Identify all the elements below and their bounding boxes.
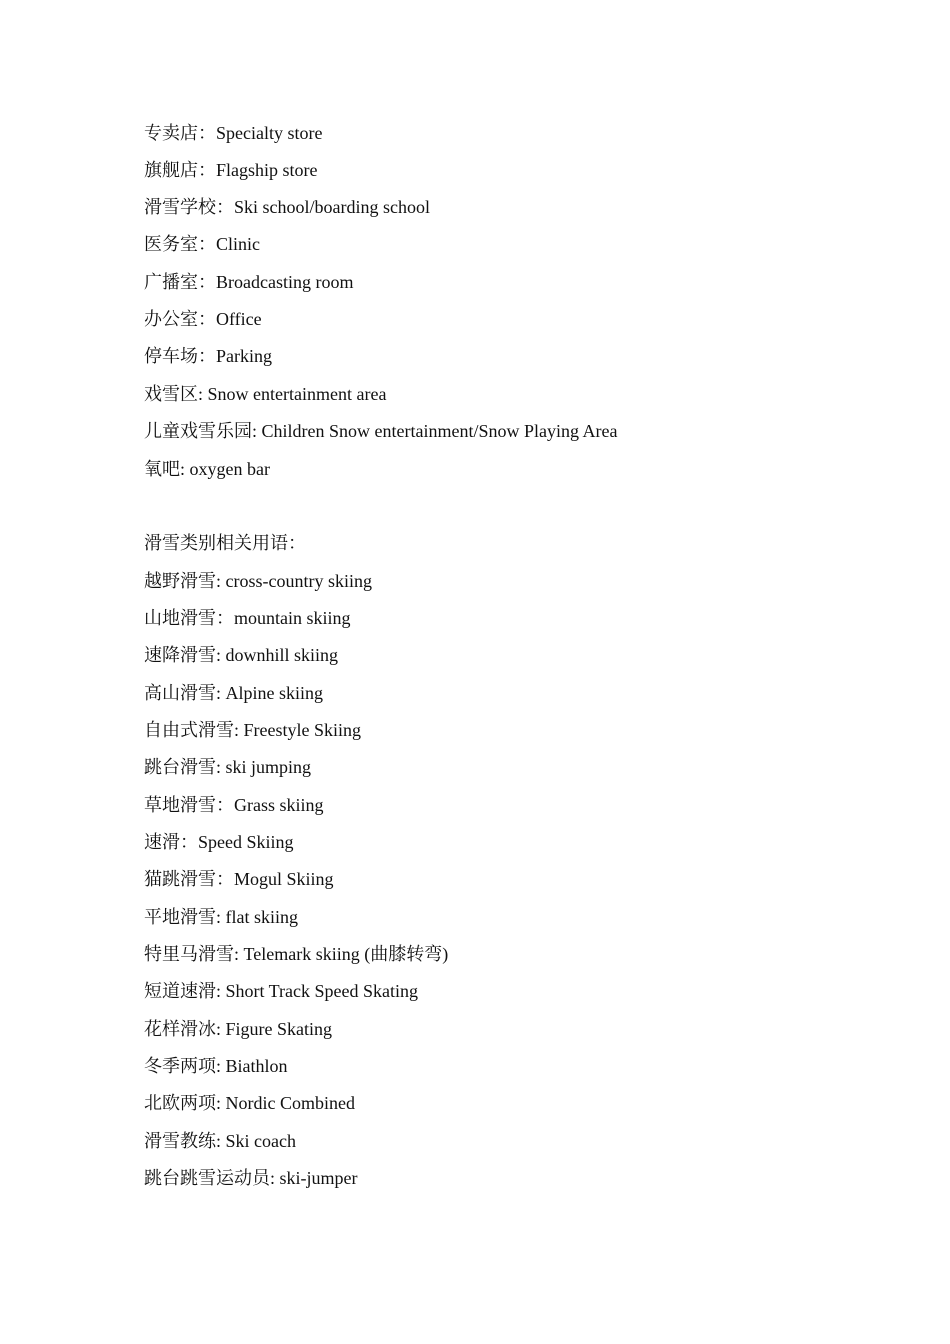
term-line: 猫跳滑雪：Mogul Skiing [144, 869, 334, 889]
term-line: 跳台滑雪: ski jumping [144, 757, 312, 777]
term-line: 高山滑雪: Alpine skiing [144, 683, 323, 703]
term-line: 花样滑冰: Figure Skating [144, 1019, 332, 1039]
term-line: 滑雪学校：Ski school/boarding school [144, 197, 430, 217]
term-line: 北欧两项: Nordic Combined [144, 1093, 355, 1113]
term-line: 越野滑雪: cross-country skiing [144, 571, 372, 591]
term-line: 旗舰店：Flagship store [144, 160, 318, 180]
section-heading: 滑雪类别相关用语： [144, 533, 306, 553]
term-line: 速滑：Speed Skiing [144, 832, 294, 852]
term-line: 特里马滑雪: Telemark skiing (曲膝转弯) [144, 944, 449, 964]
term-line: 草地滑雪：Grass skiing [144, 795, 324, 815]
term-line: 广播室：Broadcasting room [144, 272, 354, 292]
term-line: 跳台跳雪运动员: ski-jumper [144, 1168, 358, 1188]
term-line: 医务室：Clinic [144, 234, 260, 254]
term-line: 专卖店：Specialty store [144, 123, 323, 143]
term-line: 冬季两项: Biathlon [144, 1056, 288, 1076]
term-line: 滑雪教练: Ski coach [144, 1131, 296, 1151]
term-line: 短道速滑: Short Track Speed Skating [144, 981, 419, 1001]
term-line: 平地滑雪: flat skiing [144, 907, 298, 927]
term-line: 戏雪区: Snow entertainment area [144, 384, 387, 404]
term-line: 办公室：Office [144, 309, 262, 329]
term-line: 自由式滑雪: Freestyle Skiing [144, 720, 361, 740]
term-line: 山地滑雪：mountain skiing [144, 608, 351, 628]
term-line: 儿童戏雪乐园: Children Snow entertainment/Snow Playing Area [144, 421, 618, 441]
term-line: 速降滑雪: downhill skiing [144, 645, 339, 665]
term-line: 停车场：Parking [144, 346, 272, 366]
term-line: 氧吧: oxygen bar [144, 459, 270, 479]
